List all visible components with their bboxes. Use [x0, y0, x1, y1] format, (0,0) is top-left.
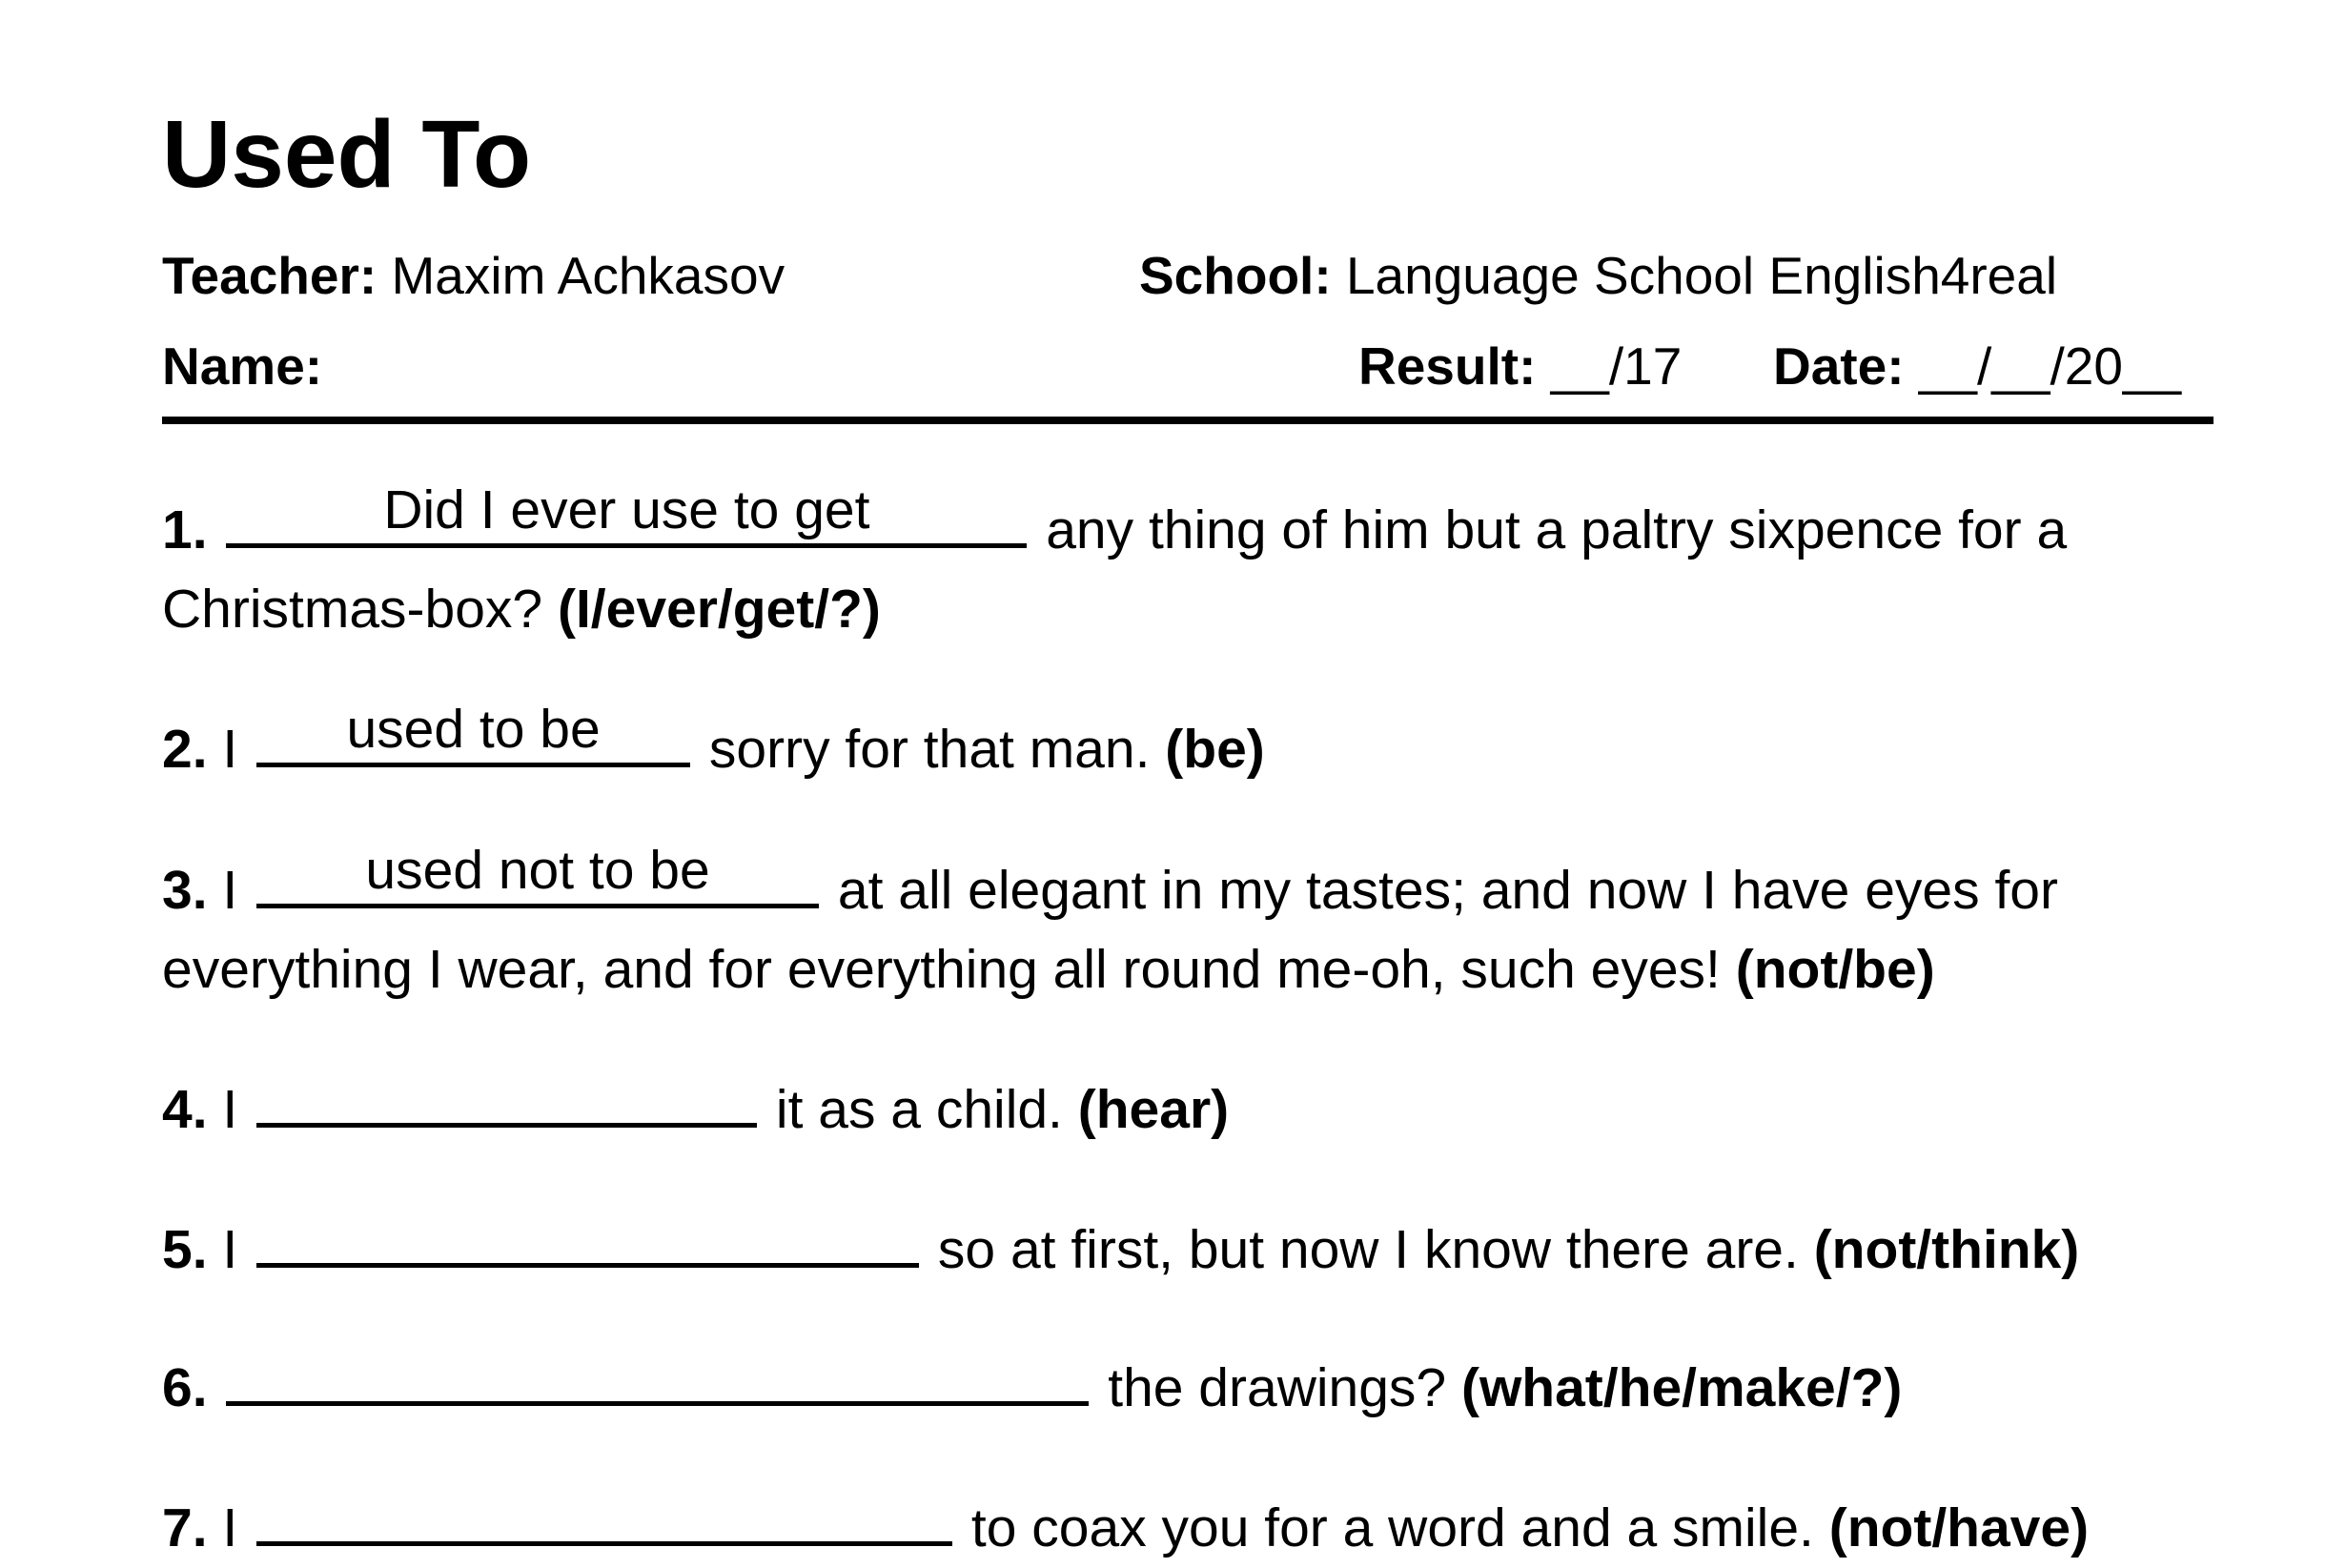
question-number: 1.	[162, 499, 208, 560]
answer-blank[interactable]	[256, 1484, 952, 1546]
teacher-info	[162, 246, 785, 305]
school-label: School:	[1139, 246, 1332, 305]
question-number: 5.	[162, 1219, 208, 1280]
question-text: sorry for that man.	[708, 719, 1151, 780]
date-value: __/__/20__	[1918, 336, 2182, 396]
question-number: 6.	[162, 1357, 208, 1418]
question-hint: (hear)	[1077, 1079, 1230, 1140]
answer-blank[interactable]	[256, 1066, 757, 1128]
question-hint: (not/think)	[1813, 1219, 2080, 1280]
date-field	[1773, 336, 2182, 396]
question-4	[162, 1066, 2221, 1150]
question-3	[162, 840, 2221, 1009]
question-text: the drawings?	[1108, 1357, 1447, 1418]
question-prefix: I	[222, 860, 238, 921]
question-prefix: I	[222, 1079, 238, 1140]
answer-text: Did I ever use to get	[383, 479, 870, 540]
result-value: __/17	[1550, 336, 1683, 396]
question-prefix: I	[222, 719, 238, 780]
question-text: so at first, but now I know there are.	[937, 1219, 1799, 1280]
name-label: Name:	[162, 336, 323, 396]
question-number: 2.	[162, 719, 208, 780]
answer-blank[interactable]	[256, 1206, 919, 1268]
question-6	[162, 1344, 2221, 1428]
question-text: to coax you for a word and a smile.	[970, 1497, 1814, 1558]
question-2	[162, 699, 2221, 789]
answer-text: used to be	[346, 699, 601, 760]
question-text: at all elegant in my tastes; and now I have eyes for everything I wear, and for everything all round me-oh, such eyes!	[162, 860, 2058, 1000]
answer-blank[interactable]	[226, 1344, 1089, 1406]
question-1	[162, 479, 2221, 649]
question-hint: (not/be)	[1735, 939, 1935, 1000]
question-5	[162, 1206, 2221, 1290]
question-hint: (what/he/make/?)	[1460, 1357, 1903, 1418]
question-hint: (be)	[1165, 719, 1265, 780]
teacher-label: Teacher:	[162, 246, 377, 305]
answer-blank[interactable]	[226, 479, 1027, 548]
answer-text: used not to be	[365, 840, 710, 901]
question-prefix: I	[222, 1219, 238, 1280]
worksheet-page	[162, 0, 2212, 1558]
question-hint: (I/ever/get/?)	[557, 579, 881, 640]
question-number: 3.	[162, 860, 208, 921]
result-field	[1358, 336, 1683, 396]
answer-blank[interactable]	[256, 699, 690, 767]
question-prefix: I	[222, 1497, 238, 1558]
question-number: 4.	[162, 1079, 208, 1140]
header-divider	[162, 417, 2213, 424]
date-label: Date:	[1773, 336, 1905, 396]
school-name: Language School English4real	[1345, 246, 2058, 305]
question-7	[162, 1484, 2221, 1568]
school-info	[1139, 246, 2058, 305]
question-text: any thing of him but a paltry sixpence for a Christmas-box?	[162, 499, 2068, 640]
student-name-field	[162, 336, 323, 396]
result-label: Result:	[1358, 336, 1537, 396]
answer-blank[interactable]	[256, 840, 819, 908]
question-number: 7.	[162, 1497, 208, 1558]
worksheet-title: Used To	[162, 101, 532, 208]
question-text: it as a child.	[775, 1079, 1063, 1140]
question-hint: (not/have)	[1828, 1497, 2090, 1558]
teacher-name: Maxim Achkasov	[391, 246, 785, 305]
